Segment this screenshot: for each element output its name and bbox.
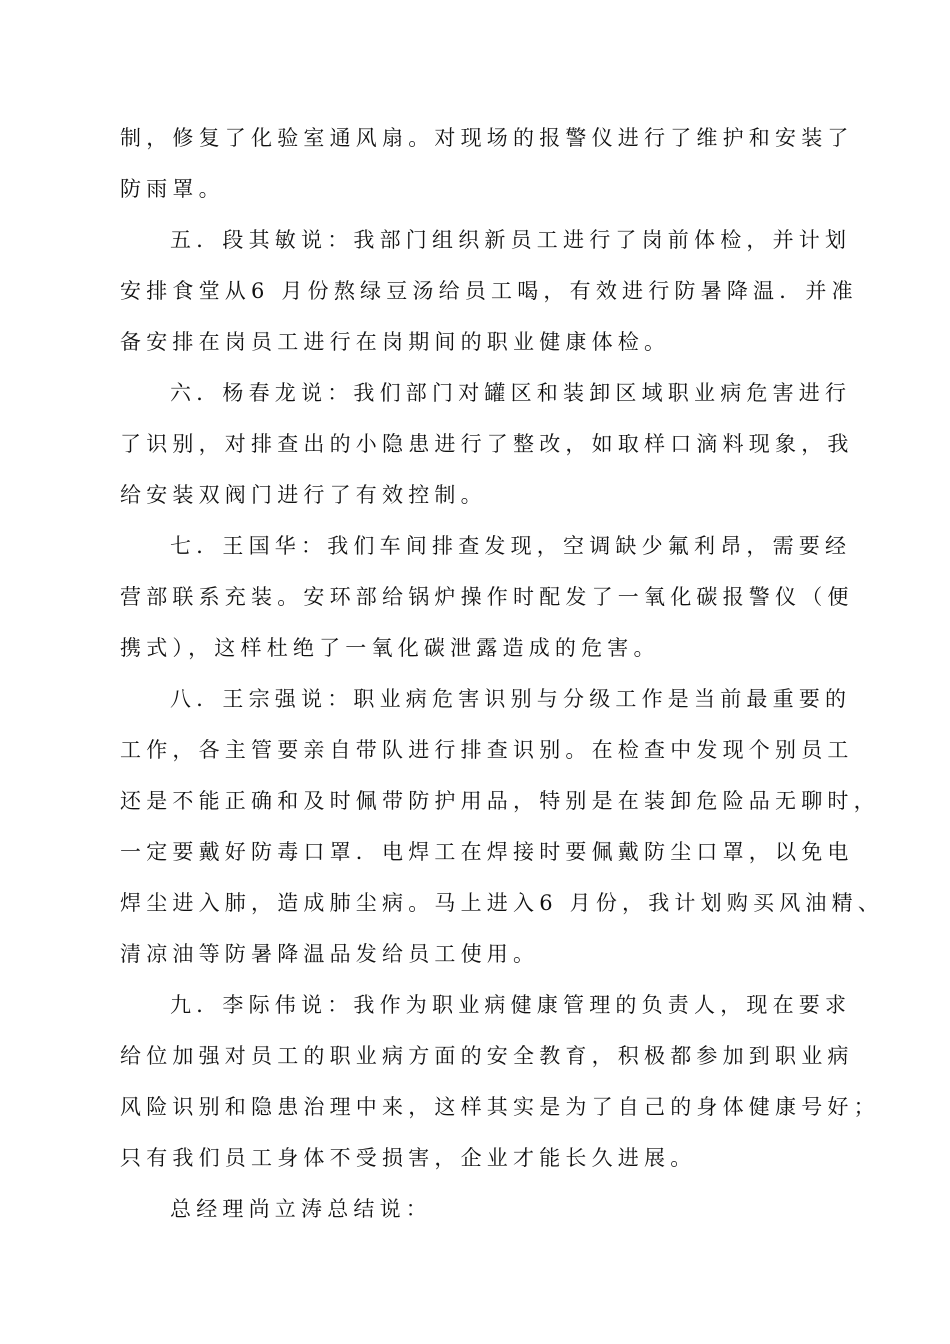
text-line: 只有我们员工身体不受损害，企业才能长久进展。 [120,1146,697,1170]
paragraph-start-line: 七．王国华：我们车间排查发现，空调缺少氟利昂，需要经 [170,534,852,558]
text-line: 给安装双阀门进行了有效控制。 [120,483,487,507]
text-line: 携式），这样杜绝了一氧化碳泄露造成的危害。 [120,636,660,660]
text-line: 清凉油等防暑降温品发给员工使用。 [120,942,540,966]
paragraph-start-line: 五．段其敏说：我部门组织新员工进行了岗前体检，并计划 [170,228,852,252]
paragraph-start-line: 总经理尚立涛总结说： [170,1197,432,1221]
text-line: 焊尘进入肺，造成肺尘病。马上进入6 月份，我计划购买风油精、 [120,891,885,915]
text-line: 防雨罩。 [120,177,225,201]
text-line: 了识别，对排查出的小隐患进行了整改，如取样口滴料现象，我 [120,432,854,456]
text-line: 安排食堂从6 月份熬绿豆汤给员工喝，有效进行防暑降温．并准 [120,279,858,303]
paragraph-start-line: 六．杨春龙说：我们部门对罐区和装卸区域职业病危害进行 [170,381,852,405]
body-text [120,113,885,1235]
paragraph-start-line: 九．李际伟说：我作为职业病健康管理的负责人，现在要求 [170,993,852,1017]
text-line: 营部联系充装。安环部给锅炉操作时配发了一氧化碳报警仪（便 [120,585,854,609]
text-line: 给位加强对员工的职业病方面的安全教育，积极都参加到职业病 [120,1044,854,1068]
text-line: 制，修复了化验室通风扇。对现场的报警仪进行了维护和安装了 [120,126,854,150]
text-line: 风险识别和隐患治理中来，这样其实是为了自己的身体健康号好； [120,1095,880,1119]
text-line: 工作，各主管要亲自带队进行排查识别。在检查中发现个别员工 [120,738,854,762]
text-line: 备安排在岗员工进行在岗期间的职业健康体检。 [120,330,671,354]
text-line: 还是不能正确和及时佩带防护用品，特别是在装卸危险品无聊时， [120,789,880,813]
paragraph-start-line: 八．王宗强说：职业病危害识别与分级工作是当前最重要的 [170,687,852,711]
text-line: 一定要戴好防毒口罩．电焊工在焊接时要佩戴防尘口罩，以免电 [120,840,854,864]
